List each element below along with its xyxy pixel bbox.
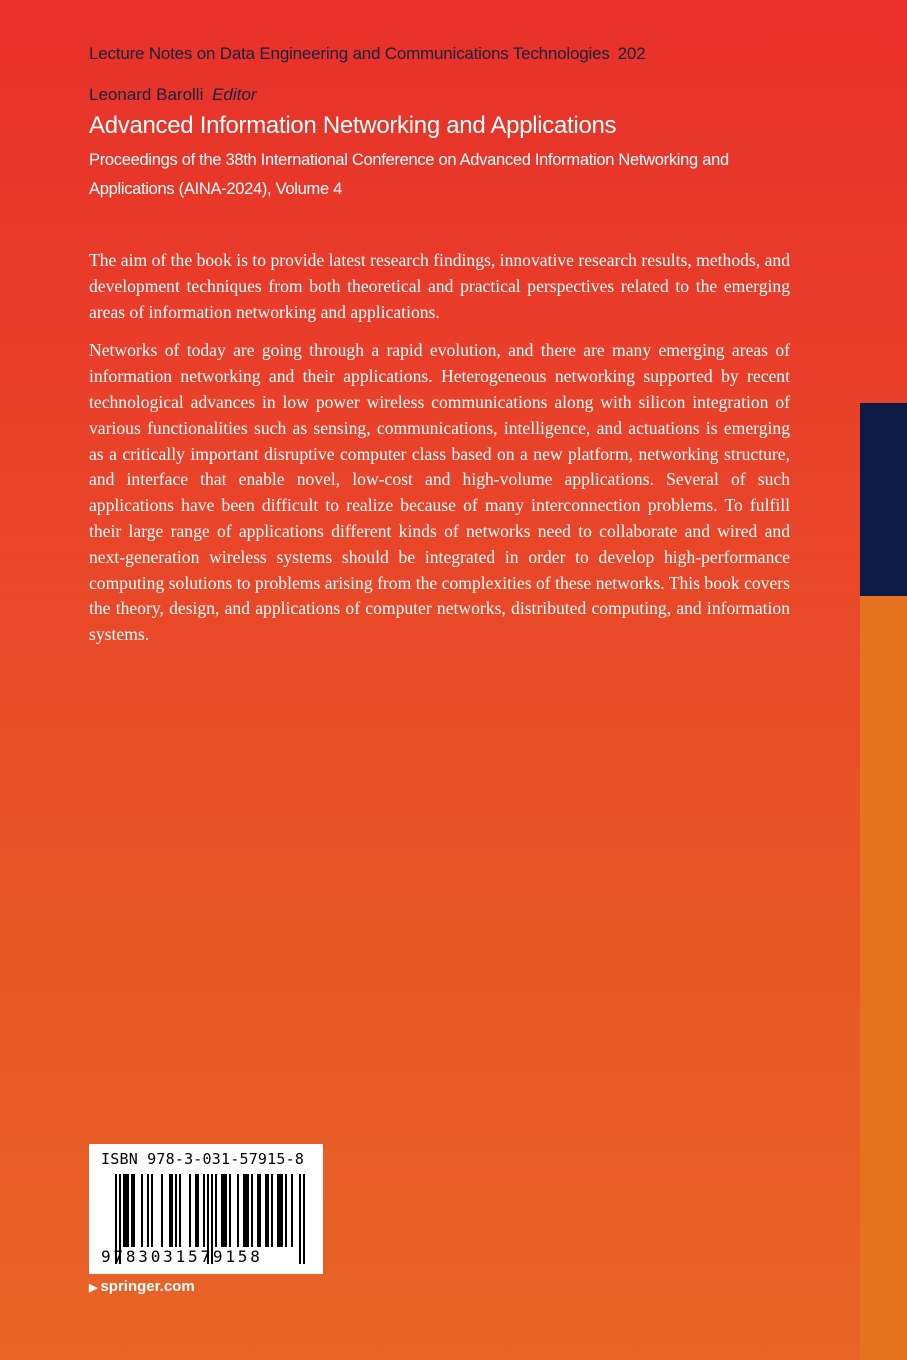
barcode-bar [161, 1174, 163, 1247]
barcode-bar [257, 1174, 259, 1247]
barcode-bar [125, 1174, 127, 1247]
barcode-bar [285, 1174, 287, 1247]
barcode-bar [271, 1174, 273, 1247]
editor-role: Editor [212, 85, 257, 104]
barcode-bar [251, 1174, 253, 1247]
barcode-bar [267, 1174, 269, 1247]
barcode-bar [247, 1174, 249, 1247]
barcode-bar [123, 1174, 125, 1247]
barcode-bar [299, 1174, 301, 1264]
barcode-bar [225, 1174, 227, 1247]
series-line [89, 44, 645, 64]
barcode-bar [291, 1174, 293, 1247]
book-title: Advanced Information Networking and Applications [89, 112, 617, 139]
barcode-bar [223, 1174, 225, 1247]
publisher-link[interactable] [89, 1278, 195, 1295]
barcode-bar [245, 1174, 247, 1247]
barcode-bar [229, 1174, 231, 1247]
editor-name: Leonard Barolli [89, 85, 204, 104]
side-tab-orange [860, 596, 907, 1360]
barcode-bar [171, 1174, 173, 1247]
barcode-bar [303, 1174, 305, 1264]
publisher-url: springer.com [100, 1278, 195, 1295]
blurb-paragraph-1: The aim of the book is to provide latest research findings, innovative research results, methods, and development techniques from both theoretical and practical perspectives related to the emerging areas of information networking and applications. [89, 250, 790, 322]
barcode-bar [197, 1174, 199, 1247]
barcode-bar [131, 1174, 133, 1247]
book-subtitle: Proceedings of the 38th International Conference on Advanced Information Networking and Applications (AINA-2024), Volume 4 [89, 151, 729, 198]
barcode-box [89, 1144, 323, 1274]
barcode-bar [195, 1174, 197, 1247]
barcode-bar [277, 1174, 279, 1247]
barcode-bar [221, 1174, 223, 1247]
barcode-bar [127, 1174, 129, 1247]
barcode-bar [259, 1174, 261, 1247]
editor-line [89, 85, 257, 105]
isbn-label: ISBN 978-3-031-57915-8 [101, 1150, 305, 1168]
barcode-bar [151, 1174, 153, 1247]
barcode-bar [147, 1174, 149, 1247]
barcode-bar [179, 1174, 181, 1247]
triangle-right-icon: ▶ [89, 1282, 98, 1294]
barcode-bar [281, 1174, 283, 1247]
barcode-bar [169, 1174, 171, 1247]
barcode-bar [189, 1174, 191, 1247]
barcode-bar [175, 1174, 177, 1247]
barcode-bar [203, 1174, 205, 1247]
barcode-bar [133, 1174, 135, 1247]
barcode-bar [237, 1174, 239, 1247]
barcode-bar [215, 1174, 217, 1247]
barcode-bar [243, 1174, 245, 1247]
barcode-bar [265, 1174, 267, 1247]
series-name: Lecture Notes on Data Engineering and Communications Technologies [89, 44, 610, 63]
barcode-bar [141, 1174, 143, 1247]
series-volume: 202 [617, 44, 646, 63]
barcode-bar [279, 1174, 281, 1247]
side-tab-navy [860, 403, 907, 596]
blurb-paragraph-2: Networks of today are going through a rapid evolution, and there are many emerging areas of information networking and their applications. Heterogeneous networking supported by recent technological advances in low power wireless communications along with silicon integration of various functionalities such as sensing, communications, intelligence, and actuations is emerging as a critically important disruptive computer class based on a new platform, networking structure, and interface that enable novel, low-cost and high-volume applications. Several of such applications have been difficult to realize because of many interconnection problems. To fulfill their large range of applications different kinds of networks need to collaborate and wired and next-generation wireless systems should be integrated in order to develop high-performance computing solutions to problems arising from the complexities of these networks. This book covers the theory, design, and applications of computer networks, distributed computing, and information systems. [89, 340, 790, 645]
blurb [89, 248, 790, 661]
barcode-digits: 9783031579158 [101, 1247, 263, 1266]
